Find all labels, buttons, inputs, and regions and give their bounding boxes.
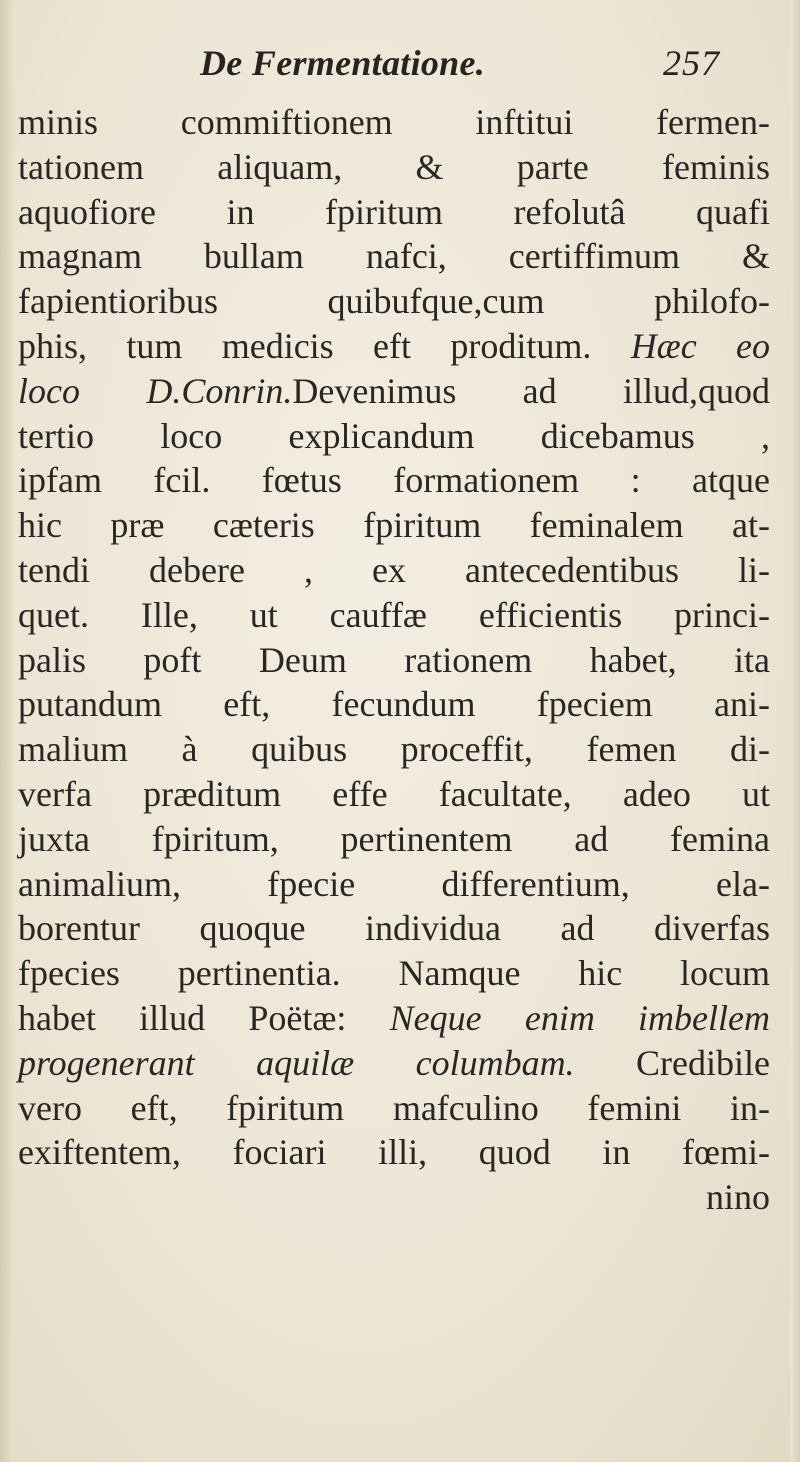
text-segment: Devenimus ad illud,quod — [292, 370, 770, 411]
text-line — [18, 458, 770, 503]
text-line — [18, 1086, 770, 1131]
running-title: De Fermentatione. — [200, 43, 486, 83]
page-gutter — [0, 0, 14, 1462]
text-segment: nino — [705, 1177, 770, 1218]
text-line — [18, 324, 770, 369]
text-line — [18, 1175, 770, 1220]
text-line — [18, 593, 770, 638]
text-segment: ipfam fcil. fœtus formationem : atque — [18, 460, 770, 501]
text-segment: juxta fpiritum, pertinentem ad femina — [18, 818, 770, 859]
text-line — [18, 279, 770, 324]
text-line — [18, 414, 770, 459]
page-header — [200, 42, 720, 92]
text-line — [18, 369, 770, 414]
text-segment: tertio loco explicandum dicebamus , — [18, 415, 770, 456]
page-edge — [790, 0, 800, 1462]
italic-text: Neque enim imbellem — [389, 997, 771, 1038]
text-segment: phis, tum medicis eft proditum. — [18, 325, 631, 366]
text-line — [18, 1041, 770, 1086]
text-segment: verfa præditum effe facultate, adeo ut — [18, 773, 770, 814]
text-line — [18, 145, 770, 190]
text-segment: aquofiore in fpiritum refolutâ quafi — [18, 191, 770, 232]
text-line — [18, 727, 770, 772]
text-segment: animalium, fpecie differentium, ela- — [18, 863, 770, 904]
text-line — [18, 1130, 770, 1175]
italic-text: loco D.Conrin. — [18, 370, 293, 411]
text-line — [18, 190, 770, 235]
text-line — [18, 951, 770, 996]
text-segment: hic præ cæteris fpiritum feminalem at- — [18, 505, 770, 546]
text-segment: malium à quibus proceffit, femen di- — [18, 729, 770, 770]
page-number: 257 — [663, 43, 720, 83]
text-segment: exiftentem, fociari illi, quod in fœmi- — [18, 1132, 770, 1173]
text-line — [18, 996, 770, 1041]
text-segment: fapientioribus quibufque,cum philofo- — [18, 281, 770, 322]
text-line — [18, 100, 770, 145]
text-line — [18, 234, 770, 279]
italic-text: Hæc eo — [630, 325, 771, 366]
text-line — [18, 906, 770, 951]
italic-text: progenerant aquilæ columbam. — [18, 1042, 575, 1083]
text-segment: magnam bullam nafci, certiffimum & — [18, 236, 770, 277]
text-segment: vero eft, fpiritum mafculino femini in- — [18, 1087, 770, 1128]
text-line — [18, 817, 770, 862]
text-line — [18, 682, 770, 727]
text-line — [18, 548, 770, 593]
text-line — [18, 772, 770, 817]
text-segment: tationem aliquam, & parte feminis — [18, 146, 770, 187]
text-segment: minis commiftionem inftitui fermen- — [18, 102, 770, 142]
text-segment: fpecies pertinentia. Namque hic locum — [18, 953, 770, 994]
text-segment: habet illud Poëtæ: — [18, 997, 390, 1038]
text-line — [18, 503, 770, 548]
text-segment: palis poft Deum rationem habet, ita — [18, 639, 770, 680]
text-segment: tendi debere , ex antecedentibus li- — [18, 549, 770, 590]
text-line — [18, 862, 770, 907]
body-text — [18, 100, 770, 1220]
text-segment: putandum eft, fecundum fpeciem ani- — [18, 684, 770, 725]
text-segment: quet. Ille, ut cauffæ efficientis princi- — [18, 594, 770, 635]
text-line — [18, 638, 770, 683]
text-segment: borentur quoque individua ad diverfas — [18, 908, 770, 949]
text-segment: Credibile — [574, 1042, 770, 1083]
